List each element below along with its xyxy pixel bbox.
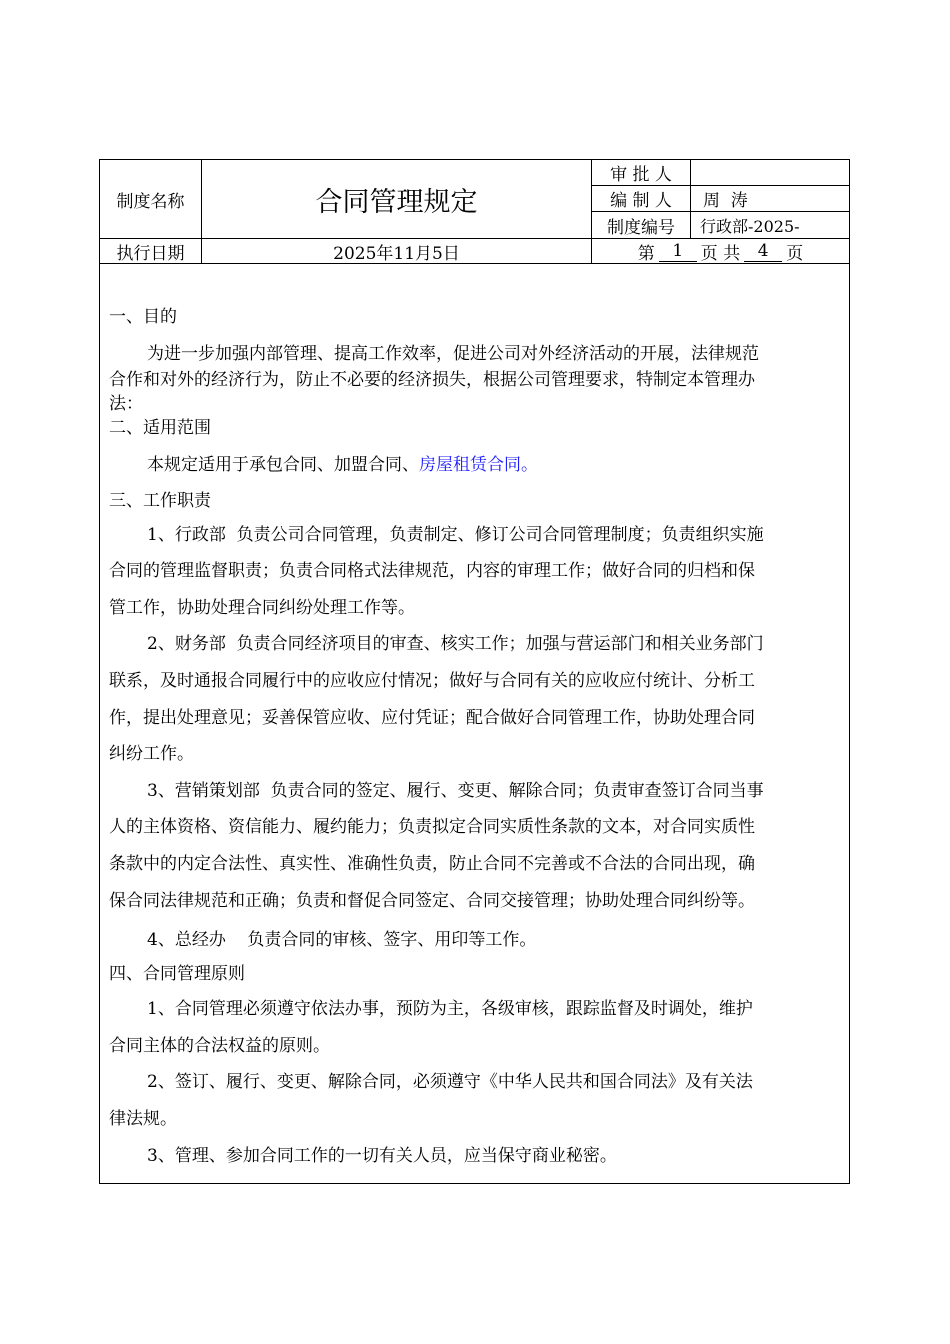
- scope-text: 本规定适用于承包合同、加盟合同、: [147, 455, 419, 475]
- paragraph-line: 为进一步加强内部管理、提高工作效率，促进公司对外经济活动的开展，法律规范: [147, 344, 759, 364]
- paragraph-line: 法：: [109, 394, 143, 414]
- rental-contract-link[interactable]: 房屋租赁合同。: [419, 455, 538, 475]
- section-heading: 一、目的: [109, 307, 177, 327]
- page-prefix: 第: [637, 243, 655, 264]
- paragraph-line: 联系，及时通报合同履行中的应收应付情况；做好与合同有关的应收应付统计、分析工: [109, 671, 755, 691]
- paragraph-line: 3、营销策划部 负责合同的签定、履行、变更、解除合同；负责审查签订合同当事: [147, 781, 764, 801]
- paragraph-line: 合作和对外的经济行为，防止不必要的经济损失，根据公司管理要求，特制定本管理办: [109, 370, 755, 390]
- date-value: 2025年11月5日: [333, 243, 460, 264]
- paragraph-line: 条款中的内定合法性、真实性、准确性负责，防止合同不完善或不合法的合同出现，确: [109, 854, 755, 874]
- section-heading: 三、工作职责: [109, 491, 211, 511]
- paragraph-line: 1、行政部 负责公司合同管理，负责制定、修订公司合同管理制度；负责组织实施: [147, 525, 764, 545]
- page-mid: 页 共: [700, 243, 741, 264]
- paragraph-line: 1、合同管理必须遵守依法办事，预防为主，各级审核，跟踪监督及时调处，维护: [147, 999, 753, 1019]
- section-heading: 二、适用范围: [109, 418, 211, 438]
- page-suffix: 页: [786, 243, 804, 264]
- paragraph-line: 人的主体资格、资信能力、履约能力；负责拟定合同实质性条款的文本，对合同实质性: [109, 817, 755, 837]
- page-total: 4: [744, 241, 782, 262]
- page-title: 合同管理规定: [315, 186, 478, 218]
- paragraph-line: 管工作，协助处理合同纠纷处理工作等。: [109, 598, 415, 618]
- code-label: 制度编号: [607, 217, 675, 238]
- approver-value: [700, 160, 840, 185]
- page-current: 1: [659, 241, 697, 262]
- paragraph-line: 律法规。: [109, 1109, 177, 1129]
- paragraph-line: [147, 450, 538, 475]
- paragraph-line: 保合同法律规范和正确；负责和督促合同签定、合同交接管理；协助处理合同纠纷等。: [109, 891, 755, 911]
- date-label: 执行日期: [116, 243, 185, 264]
- paragraph-line: 合同的管理监督职责；负责合同格式法律规范，内容的审理工作；做好合同的归档和保: [109, 561, 755, 581]
- paragraph-line: 2、财务部 负责合同经济项目的审查、核实工作；加强与营运部门和相关业务部门: [147, 634, 764, 654]
- paragraph-line: 纠纷工作。: [109, 744, 194, 764]
- paragraph-line: 2、签订、履行、变更、解除合同，必须遵守《中华人民共和国合同法》及有关法: [147, 1072, 753, 1092]
- section-heading: 四、合同管理原则: [109, 964, 245, 984]
- paragraph-line: 4、总经办 负责合同的审核、签字、用印等工作。: [147, 930, 537, 950]
- paragraph-line: 作，提出处理意见；妥善保管应收、应付凭证；配合做好合同管理工作，协助处理合同: [109, 708, 755, 728]
- paragraph-line: 合同主体的合法权益的原则。: [109, 1036, 330, 1056]
- page-indicator: [592, 239, 849, 263]
- paragraph-line: 3、管理、参加合同工作的一切有关人员，应当保守商业秘密。: [147, 1146, 617, 1166]
- code-value: 行政部-2025-: [700, 216, 800, 236]
- approver-label: 审 批 人: [610, 165, 672, 185]
- author-label: 编 制 人: [610, 191, 672, 211]
- name-label: 制度名称: [116, 191, 185, 212]
- author-value: 周 涛: [703, 191, 748, 211]
- divider: [690, 160, 691, 238]
